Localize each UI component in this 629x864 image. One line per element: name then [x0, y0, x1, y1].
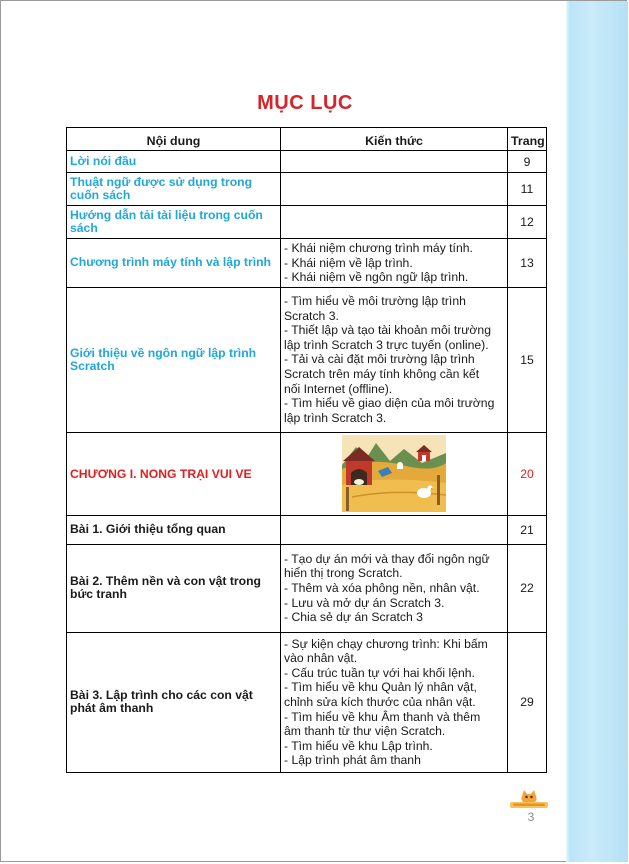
knowledge-line: âm thanh từ thư viện Scratch. [284, 724, 446, 739]
knowledge-line: - Thêm và xóa phông nền, nhân vật. [284, 580, 480, 595]
row-knowledge [281, 287, 508, 432]
knowledge-line: lập trình Scratch 3 trực tuyến (online). [284, 337, 489, 352]
row-page: 9 [508, 151, 547, 173]
knowledge-line: - Chia sẻ dự án Scratch 3 [284, 610, 423, 625]
row-content[interactable]: Chương trình máy tính và lập trình [67, 239, 281, 288]
knowledge-line: - Khái niệm chương trình máy tính. [284, 241, 473, 255]
chapter-image-cell [281, 432, 508, 515]
table-row [67, 515, 547, 544]
row-page: 29 [508, 632, 547, 772]
row-content[interactable]: Bài 3. Lập trình cho các con vật phát âm thanh [67, 632, 281, 772]
header-content: Nội dung [67, 128, 281, 151]
row-content[interactable]: Thuật ngữ được sử dụng trong cuốn sách [67, 173, 281, 206]
knowledge-line: Scratch trên máy tính không cần kết [284, 367, 480, 382]
table-row [67, 173, 547, 206]
knowledge-line: - Cấu trúc tuần tự với hai khối lệnh. [284, 665, 475, 680]
table-row [67, 287, 547, 432]
table-row [67, 151, 547, 173]
knowledge-line: Scratch 3. [284, 308, 339, 323]
knowledge-line: - Tìm hiểu về môi trường lập trình [284, 294, 466, 309]
knowledge-line: - Tìm hiểu về giao diện của môi trường [284, 396, 495, 411]
row-content[interactable]: Lời nói đầu [67, 151, 281, 173]
table-row [67, 206, 547, 239]
row-content[interactable]: Giới thiệu về ngôn ngữ lập trình Scratch [67, 287, 281, 432]
row-content[interactable]: Bài 1. Giới thiệu tổng quan [67, 515, 281, 544]
knowledge-line: nối Internet (offline). [284, 381, 393, 396]
scratch-cat-logo [508, 787, 550, 809]
table-row [67, 432, 547, 515]
knowledge-line: chỉnh sửa kích thước của nhân vật. [284, 694, 476, 709]
knowledge-line: - Tìm hiểu về khu Quản lý nhân vật, [284, 680, 477, 695]
row-knowledge [281, 151, 508, 173]
row-page: 15 [508, 287, 547, 432]
knowledge-line: vào nhân vật. [284, 651, 358, 666]
row-knowledge [281, 632, 508, 772]
page-number: 3 [527, 810, 535, 824]
knowledge-line: - Tải và cài đặt môi trường lập trình [284, 352, 475, 367]
knowledge-line: - Sự kiện chạy chương trình: Khi bấm [284, 636, 488, 651]
row-page: 12 [508, 206, 547, 239]
knowledge-line: - Lập trình phát âm thanh [284, 753, 421, 768]
table-header-row [67, 128, 547, 151]
row-content[interactable]: Hướng dẫn tải tài liệu trong cuốn sách [67, 206, 281, 239]
table-row [67, 632, 547, 772]
row-knowledge [281, 544, 508, 632]
knowledge-line: - Tìm hiểu về khu Âm thanh và thêm [284, 709, 481, 724]
table-of-contents [66, 127, 547, 773]
row-page: 11 [508, 173, 547, 206]
header-knowledge: Kiến thức [281, 128, 508, 151]
farm-illustration [342, 435, 446, 512]
knowledge-line: - Khái niệm về ngôn ngữ lập trình. [284, 270, 469, 285]
table-row [67, 239, 547, 288]
decorative-side-strip [566, 1, 628, 862]
knowledge-line: lập trình Scratch 3. [284, 410, 387, 425]
knowledge-line: - Lưu và mở dự án Scratch 3. [284, 595, 445, 610]
page-title: MỤC LỤC [257, 92, 353, 114]
chapter-title[interactable]: CHƯƠNG I. NONG TRẠI VUI VE [67, 432, 281, 515]
knowledge-line: - Tìm hiểu về khu Lập trình. [284, 738, 433, 753]
knowledge-line: - Tạo dự án mới và thay đổi ngôn ngữ [284, 551, 490, 566]
row-knowledge [281, 173, 508, 206]
row-knowledge [281, 239, 508, 288]
row-knowledge [281, 515, 508, 544]
row-page: 20 [508, 432, 547, 515]
header-page: Trang [508, 128, 547, 151]
row-page: 21 [508, 515, 547, 544]
knowledge-line: - Khái niệm về lập trình. [284, 255, 413, 270]
table-row [67, 544, 547, 632]
knowledge-line: hiển thị trong Scratch. [284, 566, 403, 581]
row-content[interactable]: Bài 2. Thêm nền và con vật trong bức tranh [67, 544, 281, 632]
knowledge-line: - Thiết lập và tạo tài khoản môi trường [284, 323, 491, 338]
row-page: 13 [508, 239, 547, 288]
row-knowledge [281, 206, 508, 239]
row-page: 22 [508, 544, 547, 632]
